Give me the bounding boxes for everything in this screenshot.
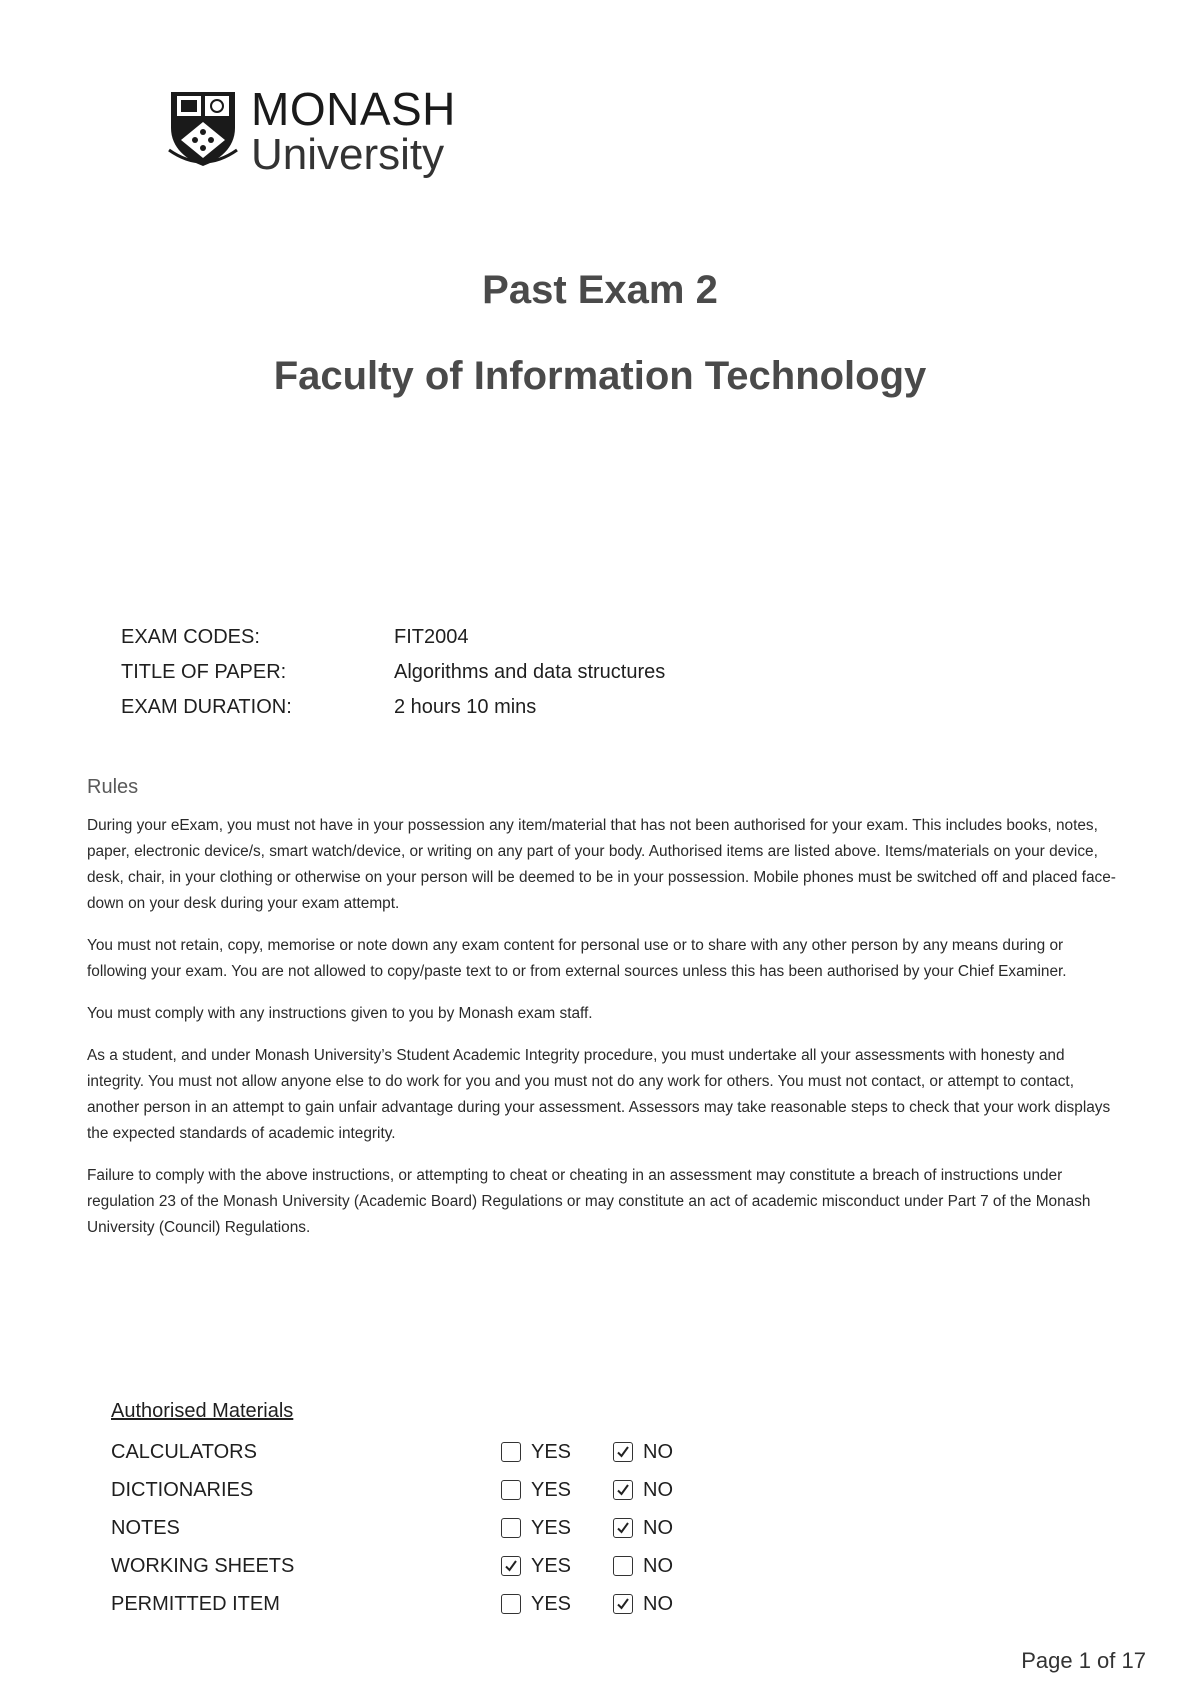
no-checkbox[interactable] [613,1518,633,1538]
paper-title-row [121,655,665,690]
exam-duration-row [121,690,665,725]
yes-option [501,1509,613,1547]
table-row [111,1433,725,1471]
monash-logo [167,83,456,179]
exam-code-label: EXAM CODES: [121,626,260,648]
material-label: NOTES [111,1516,180,1539]
no-label: NO [643,1478,673,1501]
no-option [613,1509,725,1547]
no-option [613,1585,725,1623]
no-checkbox[interactable] [613,1594,633,1614]
rules-paragraph: You must comply with any instructions given to you by Monash exam staff. [87,1005,593,1022]
yes-label: YES [531,1478,572,1501]
logo-wordmark-monash: MONASH [251,83,456,135]
logo-wordmark-university: University [251,130,445,179]
exam-details [121,620,665,725]
exam-duration-value: 2 hours 10 mins [394,696,537,718]
table-row [111,1547,725,1585]
table-row [111,1471,725,1509]
no-label: NO [643,1516,673,1539]
authorised-materials [111,1400,725,1623]
yes-checkbox[interactable] [501,1594,521,1614]
material-label: PERMITTED ITEM [111,1592,280,1615]
yes-option [501,1547,613,1585]
rules-section [87,776,1117,1257]
yes-label: YES [531,1440,572,1463]
paper-title-label: TITLE OF PAPER: [121,661,287,683]
no-label: NO [643,1440,673,1463]
yes-checkbox[interactable] [501,1442,521,1462]
no-option [613,1433,725,1471]
rules-heading: Rules [87,776,139,798]
exam-duration-label: EXAM DURATION: [121,696,292,718]
exam-code-row [121,620,665,655]
yes-option [501,1471,613,1509]
table-row [111,1585,725,1623]
yes-checkbox[interactable] [501,1556,521,1576]
paper-title-value: Algorithms and data structures [394,661,666,683]
exam-title: Past Exam 2 [482,268,718,312]
yes-label: YES [531,1592,572,1615]
no-option [613,1547,725,1585]
authorised-materials-heading: Authorised Materials [111,1400,294,1422]
no-option [613,1471,725,1509]
material-label: DICTIONARIES [111,1478,254,1501]
no-checkbox[interactable] [613,1556,633,1576]
table-row [111,1509,725,1547]
yes-checkbox[interactable] [501,1518,521,1538]
no-checkbox[interactable] [613,1480,633,1500]
page-number: Page 1 of 17 [1021,1648,1146,1673]
monash-crest-icon [167,88,239,170]
material-label: WORKING SHEETS [111,1554,295,1577]
yes-option [501,1433,613,1471]
rules-paragraph: During your eExam, you must not have in your possession any item/material that has not been authorised for your exam. This includes books, notes, paper, electronic device/s, smart watch/device, or writing on any part of your body. Authorised items are listed above. Items/materials on your device, desk, chair, in your clothing or otherwise on your person will be deemed to be in your possession. Mobile phones must be switched off and placed face-down on your desk during your exam attempt. [87,817,1116,912]
authorised-materials-table [111,1433,725,1623]
yes-label: YES [531,1516,572,1539]
rules-paragraph: You must not retain, copy, memorise or note down any exam content for personal use or to share with any other person by any means during or following your exam. You are not allowed to copy/paste text to or from external sources unless this has been authorised by your Chief Examiner. [87,937,1067,980]
no-label: NO [643,1554,673,1577]
exam-code-value: FIT2004 [394,626,469,648]
no-label: NO [643,1592,673,1615]
rules-paragraph: Failure to comply with the above instructions, or attempting to cheat or cheating in an assessment may constitute a breach of instructions under regulation 23 of the Monash University (Academic Board) Regulations or may constitute an act of academic misconduct under Part 7 of the Monash University (Council) Regulations. [87,1167,1091,1236]
yes-checkbox[interactable] [501,1480,521,1500]
no-checkbox[interactable] [613,1442,633,1462]
yes-label: YES [531,1554,572,1577]
yes-option [501,1585,613,1623]
rules-paragraph: As a student, and under Monash University’s Student Academic Integrity procedure, you must undertake all your assessments with honesty and integrity. You must not allow anyone else to do work for you and you must not do any work for others. You must not contact, or attempt to contact, another person in an attempt to gain unfair advantage during your assessment. Assessors may take reasonable steps to check that your work displays the expected standards of academic integrity. [87,1047,1111,1142]
faculty-title: Faculty of Information Technology [273,354,927,398]
material-label: CALCULATORS [111,1440,257,1463]
